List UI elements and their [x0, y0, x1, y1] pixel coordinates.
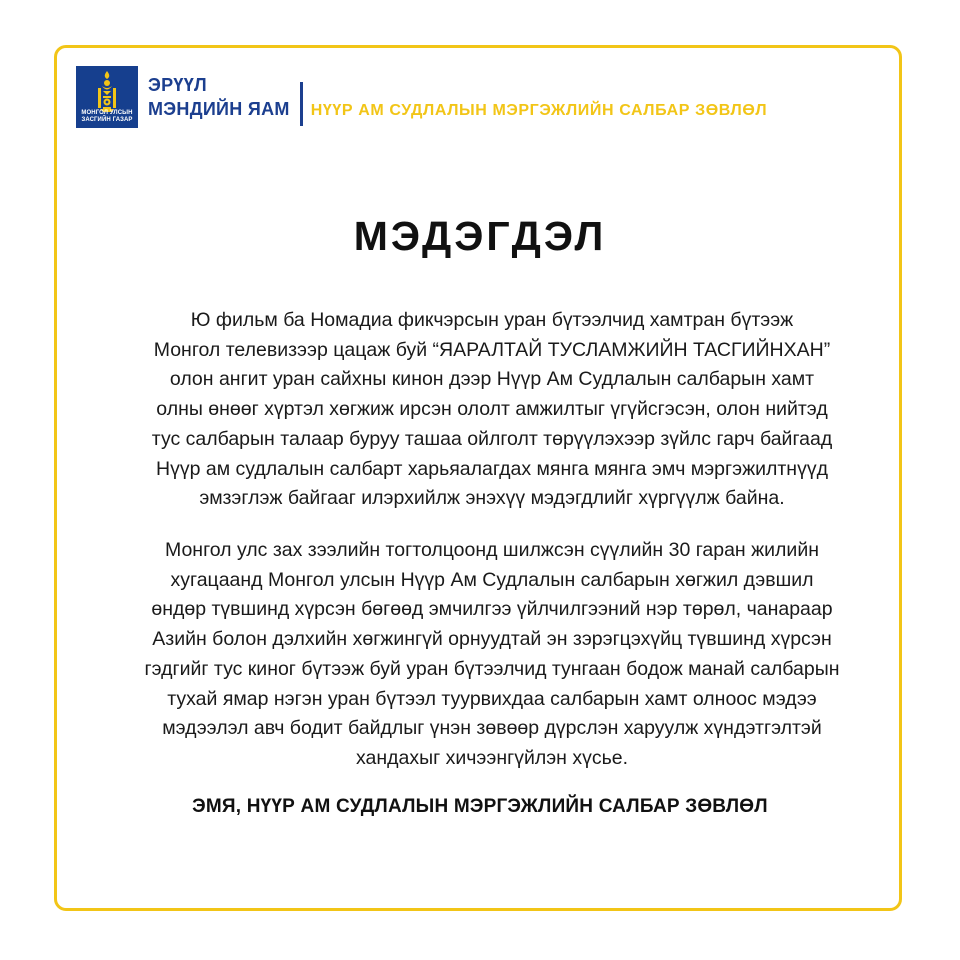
government-logo: [76, 66, 138, 128]
notice-title: МЭДЭГДЭЛ: [353, 213, 607, 259]
paragraph-line: Нүүр ам судлалын салбарт харьяалагдах мянга мянга эмч мэргэжилтнүүд: [156, 457, 828, 480]
council-name: НҮҮР АМ СУДЛАЛЫН МЭРГЭЖЛИЙН САЛБАР ЗӨВЛӨЛ: [310, 102, 768, 119]
paragraph-line: Монгол улс зах зээлийн тогтолцоонд шилжсэн сүүлийн 30 гаран жилийн: [165, 539, 819, 561]
paragraph-line: тухай ямар нэгэн уран бүтээл туурвихдаа салбарын хамт олноос мэдээ: [167, 687, 817, 710]
paragraph-line: тус салбарын талаар буруу ташаа ойлголт төрүүлэхээр зүйлс гарч байгаад: [151, 427, 833, 450]
paragraph-line: мэдээлэл авч бодит байдлыг үнэн зөвөөр дүрслэн харуулж хүндэтгэлтэй: [162, 717, 822, 740]
ministry-name: [148, 73, 290, 121]
paragraph-2: [102, 536, 882, 774]
paragraph-line: эмзэглэж байгааг илэрхийлж энэхүү мэдэгдлийг хүргүүлж байна.: [199, 487, 785, 510]
emblem-caption: МОНГОЛ УЛСЫН ЗАСГИЙН ГАЗАР: [81, 110, 133, 123]
paragraph-line: Ю фильм ба Номадиа фикчэрсын уран бүтээлчид хамтран бүтээж: [190, 309, 794, 331]
paragraph-line: хандахыг хичээнгүйлэн хүсье.: [355, 746, 629, 769]
paragraph-1: [102, 306, 882, 514]
ministry-name-line1: ЭРҮҮЛ: [148, 75, 207, 95]
paragraph-line: олон ангит уран сайхны кинон дээр Нүүр Ам Судлалын салбарын хамт: [169, 368, 815, 391]
paragraph-line: олны өнөөг хүртэл хөгжиж ирсэн ололт амжилтыг үгүйсгэсэн, олон нийтэд: [156, 398, 828, 421]
signature: ЭМЯ, НҮҮР АМ СУДЛАЛЫН МЭРГЭЖЛИЙН САЛБАР ЗӨВЛӨЛ: [192, 796, 768, 817]
paragraph-line: Монгол телевизээр цацаж буй “ЯАРАЛТАЙ ТУСЛАМЖИЙН ТАСГИЙНХАН”: [153, 338, 831, 361]
header-divider: [300, 82, 303, 126]
paragraph-line: Азийн болон дэлхийн хөгжингүй орнуудтай эн зэрэгцэхүйц түвшинд хүрсэн: [152, 628, 832, 651]
header: [76, 66, 767, 128]
paragraph-line: гэдгийг тус киног бүтээж буй уран бүтээлчид тунгаан бодож манай салбарын: [144, 657, 840, 680]
paragraph-line: өндөр түвшинд хүрсэн бөгөөд эмчилгээ үйлчилгээний нэр төрөл, чанараар: [151, 598, 833, 621]
paragraph-line: хугацаанд Монгол улсын Нүүр Ам Судлалын салбарын хөгжил дэвшил: [170, 568, 814, 591]
ministry-name-line2: МЭНДИЙН ЯАМ: [148, 99, 290, 119]
